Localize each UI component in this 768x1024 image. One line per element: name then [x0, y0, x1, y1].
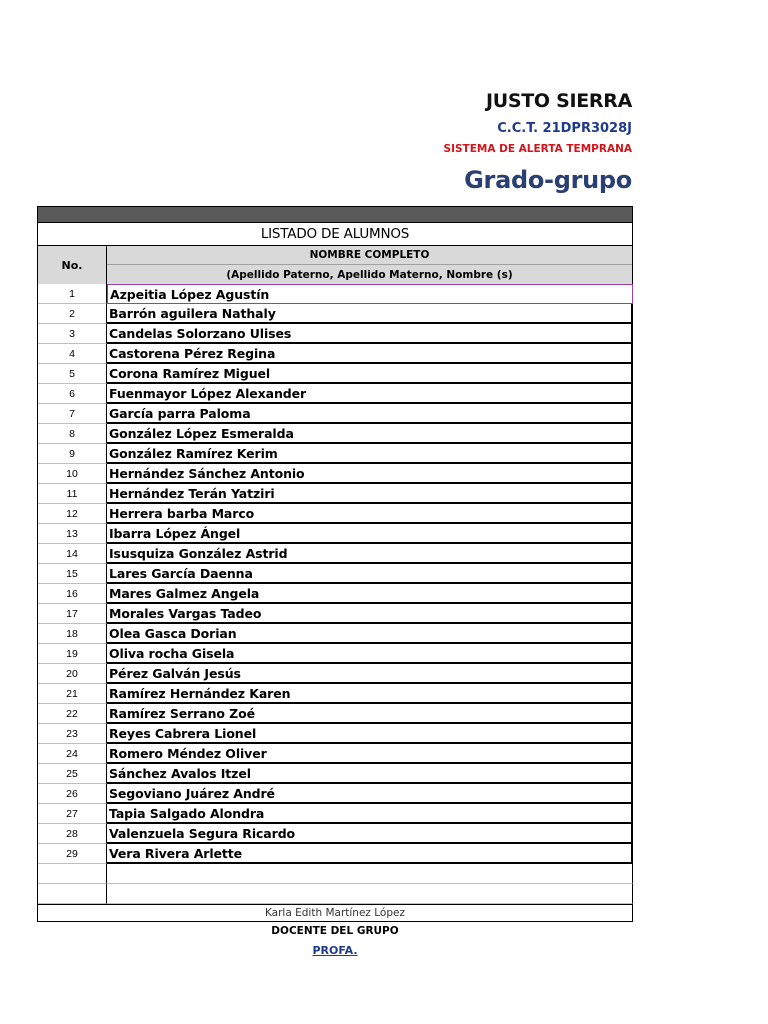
table-row	[37, 504, 633, 524]
table-row	[37, 524, 633, 544]
row-number: 15	[38, 564, 107, 584]
student-name[interactable]: Reyes Cabrera Lionel	[107, 724, 633, 744]
student-name[interactable]: Herrera barba Marco	[107, 504, 633, 524]
row-number: 3	[38, 324, 107, 344]
student-name[interactable]: Morales Vargas Tadeo	[107, 604, 633, 624]
empty-row-number	[38, 884, 107, 904]
student-rows	[37, 284, 633, 904]
table-row	[37, 424, 633, 444]
table-row	[37, 684, 633, 704]
student-name[interactable]: Corona Ramírez Miguel	[107, 364, 633, 384]
empty-row-name[interactable]	[107, 884, 633, 904]
student-name[interactable]: Ramírez Hernández Karen	[107, 684, 633, 704]
student-name[interactable]: Ibarra López Ángel	[107, 524, 633, 544]
student-name[interactable]: Vera Rivera Arlette	[107, 844, 633, 864]
student-name[interactable]: Sánchez Avalos Itzel	[107, 764, 633, 784]
table-row	[37, 784, 633, 804]
row-number: 2	[38, 304, 107, 324]
student-name[interactable]: Hernández Sánchez Antonio	[107, 464, 633, 484]
table-row	[37, 744, 633, 764]
table-row	[37, 704, 633, 724]
student-name[interactable]: Hernández Terán Yatziri	[107, 484, 633, 504]
row-number: 7	[38, 404, 107, 424]
table-row	[37, 484, 633, 504]
teacher-role: DOCENTE DEL GRUPO	[271, 925, 399, 937]
school-name: JUSTO SIERRA	[485, 90, 632, 112]
table-row	[37, 804, 633, 824]
row-number: 28	[38, 824, 107, 844]
student-name[interactable]: Olea Gasca Dorian	[107, 624, 633, 644]
table-row	[37, 844, 633, 864]
table-row	[37, 624, 633, 644]
student-name[interactable]: Ramírez Serrano Zoé	[107, 704, 633, 724]
column-header-no: No.	[38, 246, 107, 284]
row-number: 21	[38, 684, 107, 704]
table-row	[37, 724, 633, 744]
student-name[interactable]: Lares García Daenna	[107, 564, 633, 584]
student-name[interactable]: González Ramírez Kerim	[107, 444, 633, 464]
row-number: 10	[38, 464, 107, 484]
column-header-name-subtitle: (Apellido Paterno, Apellido Materno, Nombre (s)	[107, 265, 632, 284]
row-number: 13	[38, 524, 107, 544]
table-row	[37, 644, 633, 664]
row-number: 12	[38, 504, 107, 524]
system-name: SISTEMA DE ALERTA TEMPRANA	[443, 143, 632, 155]
row-number: 22	[38, 704, 107, 724]
row-number: 20	[38, 664, 107, 684]
table-row	[37, 304, 633, 324]
student-name[interactable]: Barrón aguilera Nathaly	[107, 304, 633, 324]
row-number: 18	[38, 624, 107, 644]
column-header-name-title: NOMBRE COMPLETO	[107, 246, 632, 265]
table-row	[37, 604, 633, 624]
student-name[interactable]: Pérez Galván Jesús	[107, 664, 633, 684]
student-name[interactable]: Mares Galmez Angela	[107, 584, 633, 604]
table-row	[37, 824, 633, 844]
list-title: LISTADO DE ALUMNOS	[37, 223, 633, 246]
empty-row-number	[38, 864, 107, 884]
student-name[interactable]: González López Esmeralda	[107, 424, 633, 444]
header-bar	[37, 206, 633, 223]
student-name[interactable]: Tapia Salgado Alondra	[107, 804, 633, 824]
table-row	[37, 764, 633, 784]
empty-row-name[interactable]	[107, 864, 633, 884]
table-row	[37, 664, 633, 684]
table-row	[37, 324, 633, 344]
table-row	[37, 584, 633, 604]
row-number: 26	[38, 784, 107, 804]
row-number: 14	[38, 544, 107, 564]
table-row	[37, 344, 633, 364]
column-headers	[37, 246, 633, 284]
row-number: 5	[38, 364, 107, 384]
table-row	[37, 544, 633, 564]
student-name[interactable]: Valenzuela Segura Ricardo	[107, 824, 633, 844]
grade-group: Grado-grupo	[464, 166, 632, 194]
table-row	[37, 404, 633, 424]
profa-label	[37, 940, 633, 960]
table-row	[37, 364, 633, 384]
row-number: 11	[38, 484, 107, 504]
row-number: 16	[38, 584, 107, 604]
cct-code: C.C.T. 21DPR3028J	[497, 121, 632, 136]
student-name[interactable]: Azpeitia López Agustín	[107, 284, 633, 304]
student-name[interactable]: Isusquiza González Astrid	[107, 544, 633, 564]
row-number: 24	[38, 744, 107, 764]
table-row	[37, 464, 633, 484]
row-number: 1	[38, 284, 107, 304]
student-name[interactable]: Fuenmayor López Alexander	[107, 384, 633, 404]
student-list-sheet	[37, 206, 633, 960]
row-number: 29	[38, 844, 107, 864]
table-row	[37, 564, 633, 584]
row-number: 19	[38, 644, 107, 664]
student-name[interactable]: García parra Paloma	[107, 404, 633, 424]
student-name[interactable]: Segoviano Juárez André	[107, 784, 633, 804]
row-number: 8	[38, 424, 107, 444]
student-name[interactable]: Romero Méndez Oliver	[107, 744, 633, 764]
empty-row	[37, 864, 633, 884]
table-row	[37, 444, 633, 464]
profa-text: PROFA.	[312, 943, 358, 957]
row-number: 17	[38, 604, 107, 624]
empty-row	[37, 884, 633, 904]
student-name[interactable]: Oliva rocha Gisela	[107, 644, 633, 664]
row-number: 9	[38, 444, 107, 464]
row-number: 27	[38, 804, 107, 824]
column-header-name	[107, 246, 632, 284]
row-number: 4	[38, 344, 107, 364]
row-number: 6	[38, 384, 107, 404]
student-name[interactable]: Castorena Pérez Regina	[107, 344, 633, 364]
student-name[interactable]: Candelas Solorzano Ulises	[107, 324, 633, 344]
row-number: 23	[38, 724, 107, 744]
table-row	[37, 384, 633, 404]
teacher-name: Karla Edith Martínez López	[37, 904, 633, 922]
table-row	[37, 284, 633, 304]
row-number: 25	[38, 764, 107, 784]
